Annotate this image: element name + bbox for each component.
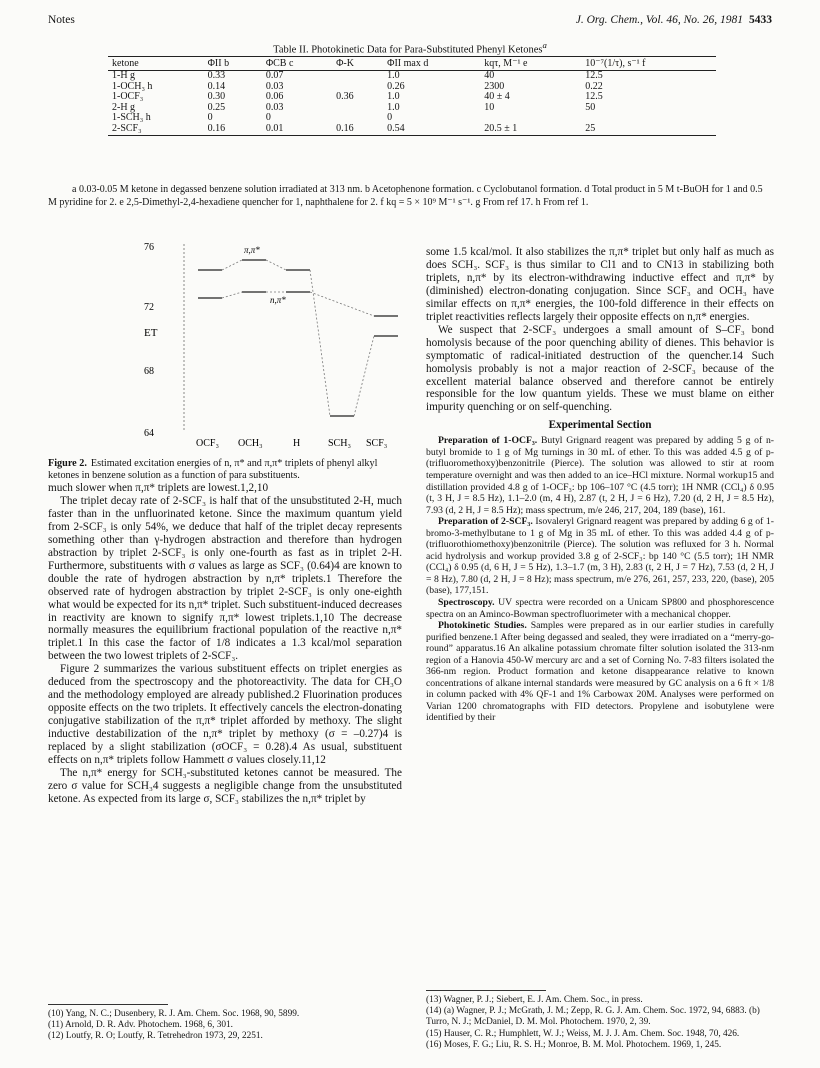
footnote-item: (13) Wagner, P. J.; Siebert, E. J. Am. Chem. Soc., in press.: [426, 995, 643, 1005]
table-cell: 1.0: [387, 91, 400, 103]
table-header-cell: Φ-K: [332, 57, 383, 71]
x-tick-ocf3: OCF₃: [196, 438, 219, 449]
y-tick-76: 76: [144, 242, 154, 253]
table-header-cell: kqτ, M⁻¹ e: [480, 57, 581, 71]
table-cell: [581, 113, 716, 124]
table-cell: 1-OCH₃ h: [112, 80, 153, 92]
npi-label: n,π*: [270, 295, 286, 305]
figure-caption-text: Estimated excitation energies of n, π* and π,π* triplets of phenyl alkyl ketones in benzene solution as a function of para substituents.: [48, 458, 378, 481]
table-cell: 0.06: [265, 91, 284, 103]
table-cell: 0.03: [265, 101, 284, 113]
table-cell: 1-OCF₃: [112, 91, 144, 103]
right-footnotes: [426, 990, 774, 1051]
table-cell: 1.0: [387, 101, 400, 113]
table-cell: 0.07: [265, 70, 284, 81]
body-paragraph: The n,π* energy for SCH₃-substituted ketones cannot be measured. The zero σ value for SCH₃4 suggests a negligible change from the unsubstituted ketone. As expected from its large σ, SCF₃ stabilizes the n,π* triplet by: [48, 766, 402, 805]
figure-caption: [48, 458, 402, 482]
table-cell: 0.54: [383, 124, 480, 135]
footnote-item: (10) Yang, N. C.; Dusenbery, R. J. Am. Chem. Soc. 1968, 90, 5899.: [48, 1009, 300, 1019]
table-header-cell: ΦII b: [204, 57, 262, 71]
table-cell: 0: [265, 112, 271, 124]
paragraph-body: UV spectra were recorded on a Unicam SP800 and phosphorescence spectra on an Aminco-Bowman spectrofluorimeter with a mechanical chopper.: [426, 597, 774, 620]
table-cell: 2-SCF₃: [108, 124, 204, 135]
body-paragraph: some 1.5 kcal/mol. It also stabilizes the π,π* triplet but only half as much as does SCH₃. SCF₃ is thus similar to Cl1 and to CN13 in stabilizing both triplets, n,π* by its electron-withdrawing inductive effect and π,π* by (diminished) electron-donating conjugation. Since SCF₃ and OCH₃ have similar effects on π,π* energies, the 100-fold difference in their effects on triplet reactivities reflects largely their opposite effects on n,π* energies.: [426, 246, 774, 323]
table-row: [108, 92, 716, 103]
y-tick-68: 68: [144, 366, 154, 377]
table-cell: 1.0: [387, 70, 400, 81]
table-cell: 0.25: [207, 101, 226, 113]
table-cell: 0.14: [207, 80, 226, 92]
paragraph-head: Preparation of 2-SCF₃.: [438, 516, 533, 528]
running-header: [48, 14, 772, 32]
table-header-row: [108, 57, 716, 71]
table-row: [108, 103, 716, 114]
y-tick-64: 64: [144, 428, 154, 439]
table-cell: 0.22: [585, 80, 603, 92]
footnote-item: (11) Arnold, D. R. Adv. Photochem. 1968, 6, 301.: [48, 1020, 233, 1031]
body-paragraph: The triplet decay rate of 2-SCF₃ is half that of the unsubstituted 2-H, much faster than in the unfluorinated ketone. Since the maximum quantum yield from 2-SCF₃ is only 54%, we deduce that half of the triplet decay represents something other than γ-hydrogen abstraction and therefore than hydrogen abstraction by triplet 2-SCF₃ is only one-fourth as fast as in triplet 2-H. Furthermore, substituents with σ values as large as SCF₃ (0.64)4 are known to double the rate of hydrogen abstraction by n,π* triplets.1 Therefore the observed rate of hydrogen abstraction by triplet 2-SCF₃ is only one-eighth what would be expected for its n,π* triplet. Such substituent-induced decreases in reactivity are known to signify π,π* lowest triplets.1,10 The decrease normally measures the equilibrium fractional population of the reactive n,π* triplet.1 In this case the factor of 1/8 indicates a 1.3 kcal/mol separation between the two lowest triplets of 2-SCF₃.: [48, 494, 402, 663]
footnote-item: (12) Loutfy, R. O; Loutfy, R. Tetrehedron 1973, 29, 2251.: [48, 1031, 263, 1042]
photokinetic-table: [108, 56, 716, 136]
table-header-cell: 10⁻⁷(1/τ), s⁻¹ f: [581, 57, 716, 71]
table-cell: 0.03: [265, 80, 284, 92]
body-paragraph: much slower when π,π* triplets are lowest.1,2,10: [48, 482, 269, 494]
table-cell: 1-SCH₃ h: [112, 112, 151, 124]
table-row: [108, 71, 716, 82]
table-cell: 0.33: [207, 70, 226, 81]
table-cell: 25: [581, 124, 716, 135]
table-row: [108, 82, 716, 93]
table-cell: 0.30: [207, 91, 226, 103]
x-tick-och3: OCH₃: [238, 438, 263, 449]
x-tick-h: H: [293, 438, 301, 449]
left-footnotes: [48, 1004, 402, 1043]
table-cell: 20.5 ± 1: [480, 124, 581, 135]
figure-2: [48, 240, 402, 462]
table-cell: 0.16: [204, 124, 262, 135]
footnote-item: (15) Hauser, C. R.; Humphlett, W. J.; Weiss, M. J. J. Am. Chem. Soc. 1948, 70, 426.: [426, 1028, 740, 1039]
journal-name: J. Org. Chem., Vol. 46, No. 26, 1981: [575, 14, 743, 26]
table-notes: a 0.03-0.05 M ketone in degassed benzene solution irradiated at 313 nm. b Acetophenone formation. c Cyclobutanol formation. d Total product in 5 M t-BuOH for 1 and 0.5 M pyridine for 2. e 2,5-Dimethyl-2,4-hexadiene quencher for 1, naphthalene for 2. f kq = 5 × 10⁹ M⁻¹ s⁻¹. g From ref 17. h From ref 1.: [48, 184, 763, 208]
energy-level-diagram: [48, 240, 402, 462]
y-tick-72: 72: [144, 302, 154, 313]
table-cell: 0.36: [336, 91, 354, 103]
table-cell: 0: [207, 112, 213, 124]
table-cell: 12.5: [585, 70, 603, 81]
experimental-paragraph: [426, 435, 774, 516]
table-cell: 40 ± 4: [484, 91, 510, 103]
table-cell: 0: [387, 112, 393, 124]
footnote-item: (16) Moses, F. G.; Liu, R. S. H.; Monroe, B. M. Mol. Photochem. 1969, 1, 245.: [426, 1039, 722, 1050]
table-cell: 0.16: [332, 124, 383, 135]
table-cell: 2-H g: [112, 101, 136, 113]
table-cell: 0.01: [262, 124, 332, 135]
footnote-rule: [426, 990, 546, 991]
pipi-connectors: [222, 260, 374, 416]
table-cell: 40: [484, 70, 495, 81]
npi-connectors: [222, 292, 374, 316]
table-header-cell: ketone: [108, 57, 204, 71]
table-cell: [332, 71, 383, 82]
section-label: Notes: [48, 14, 75, 26]
table-cell: 12.5: [585, 91, 603, 103]
table-caption-text: Table II. Photokinetic Data for Para-Substituted Phenyl Ketones: [273, 44, 543, 56]
paragraph-head: Photokinetic Studies.: [438, 620, 527, 632]
body-paragraph: We suspect that 2-SCF₃ undergoes a small amount of S–CF₃ bond homolysis because of the poor quenching ability of dienes. This behavior is symptomatic of radical-initiated destruction of the quencher.14 Such homolysis probably is not a major reaction of 2-SCF₃ because of the excellent material balance observed and therefore cannot be entirely responsible for the low quantum yields. These we must blame on either impurity quenching or on self-quenching.: [426, 323, 774, 414]
table-cell: 10: [484, 101, 495, 113]
page-number: 5433: [749, 14, 772, 26]
table-cell: 0.26: [387, 80, 405, 92]
y-axis-label: ET: [144, 327, 158, 339]
table-caption: [0, 40, 820, 56]
paragraph-body: Samples were prepared as in our earlier studies in carefully purified benzene.1 After being degassed and sealed, they were irradiated on a “merry-go-round” apparatus.16 An alkaline potassium chromate filter solution isolated the 313-nm region of a Hanovia 450-W mercury arc and a set of Corning No. 7-83 filters isolated the 366-nm region. Product formation and ketone disappearance relative to known concentrations of alkane internal standards were measured by GC analysis on a 6 ft × 1/8 in column packed with 4% QF-1 and 1% Carbowax 20M. Analyses were performed on Varian 1200 chromatographs with FID detectors. Propylene and isobutylene were identified by their: [426, 620, 775, 724]
experimental-paragraph: [426, 597, 774, 620]
table-caption-mark: a: [542, 40, 547, 50]
paragraph-body: Butyl Grignard reagent was prepared by adding 5 g of n-butyl bromide to 1 g of Mg turnings in 30 mL of ether. To this was added 4.5 g of p-(trifluoromethoxy)benzonitrile (Pierce). The solution was allowed to stir at room temperature overnight and was then added to an ice–HCl mixture. Normal workup15 and distillation provided 4.8 g of 1-OCF₃: bp 106–107 °C (4.5 torr); 1H NMR (CCl₄) δ 0.95 (t, 3 H, J = 8.5 Hz), 1.1–2.0 (m, 4 H), 2.87 (t, 2 H, J = 6 Hz), 7.20 (d, 2 H, J = 8.5 Hz), 7.93 (d, 2 H, J = 8.5 Hz); mass spectrum, m/e 246, 217, 204, 189 (base), 161.: [426, 435, 775, 516]
paragraph-head: Spectroscopy.: [438, 597, 495, 608]
experimental-paragraph: [426, 620, 774, 724]
table-cell: [332, 103, 383, 114]
right-column: [426, 246, 774, 724]
table-row: [108, 113, 716, 124]
paragraph-head: Preparation of 1-OCF₃.: [438, 435, 538, 447]
table-header-cell: ΦCB c: [262, 57, 332, 71]
footnote-rule: [48, 1004, 168, 1005]
left-column: [48, 482, 402, 806]
body-paragraph: Figure 2 summarizes the various substituent effects on triplet energies as deduced from the spectroscopy and the photoreactivity. The data for CH₃O and the methodology employed are already published.2 Fluorination produces opposite effects on the two triplets. It effectively cancels the electron-donating conjugative stabilization of the π,π* triplet afforded by methoxy. The slight inductive destabilization of the n,π* triplet by methoxy (σ = –0.27)4 is replaced by a slight stabilization (σOCF₃ = 0.28).4 As usual, substituent effects on n,π* triplets follow Hammett σ values closely.11,12: [48, 663, 402, 767]
section-heading: Experimental Section: [548, 419, 652, 432]
table-header-cell: ΦII max d: [383, 57, 480, 71]
experimental-paragraph: [426, 516, 774, 597]
journal-citation: [576, 14, 772, 26]
table-cell: 2300: [484, 80, 505, 92]
x-tick-scf3: SCF₃: [366, 438, 388, 449]
table-row: [108, 124, 716, 135]
footnote-item: (14) (a) Wagner, P. J.; McGrath, J. M.; Zepp, R. G. J. Am. Chem. Soc. 1972, 94, 6883. (b) Turro, N. J.; McDaniel, D. M. Mol. Photochem. 1970, 2, 39.: [426, 1006, 760, 1028]
table-cell: 1-H g: [112, 70, 136, 81]
table-cell: 50: [585, 101, 596, 113]
paragraph-body: Isovaleryl Grignard reagent was prepared by adding 6 g of 1-bromo-3-methylbutane to 1 g of Mg in 35 mL of ether. To this was added 4.4 g of p-(trifluorothiomethoxy)benzonitrile (Pierce). The solution was refluxed for 3 h. Normal acid hydrolysis and workup provided 3.8 g of 2-SCF₃: bp 140 °C (5.5 torr); 1H NMR (CCl₄) δ 0.95 (d, 6 H, J = 5 Hz), 1.3–1.7 (m, 3 H), 2.83 (t, 2 H, J = 7 Hz), 7.53 (d, 2 H, J = 8 Hz), 7.80 (d, 2 H, J = 8 Hz); mass spectrum, m/e 276, 261, 257, 233, 220, (base), 205 (base), 177,151.: [426, 516, 774, 597]
figure-caption-label: Figure 2.: [48, 458, 87, 469]
x-tick-sch3: SCH₃: [328, 438, 351, 449]
pipi-label: π,π*: [244, 245, 260, 255]
